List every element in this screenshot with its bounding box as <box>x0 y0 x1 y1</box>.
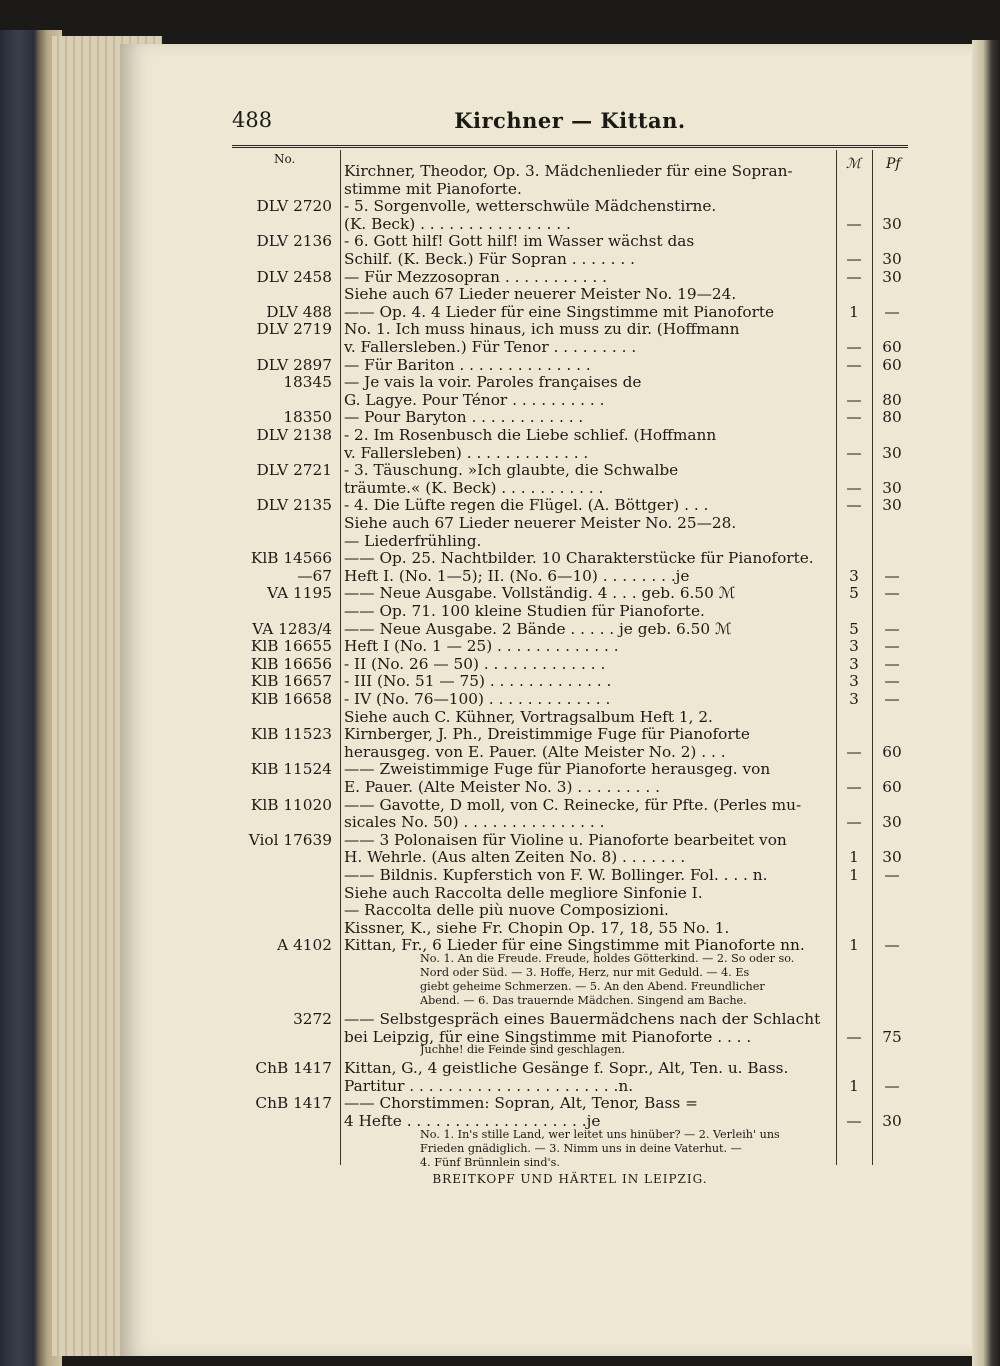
price-mark: — <box>846 778 862 796</box>
price-pfennig: — <box>884 654 900 673</box>
entry-text: — Raccolta delle più nuove Composizioni. <box>344 901 669 920</box>
price-pfennig: — <box>884 936 900 955</box>
entry-number: DLV 488 <box>266 302 332 321</box>
entry-text: v. Fallersleben.) Für Tenor . . . . . . . . . <box>344 338 637 356</box>
header-rule <box>232 145 908 148</box>
entry-text: - 4. Die Lüfte regen die Flügel. (A. Böttger) . . . <box>344 496 709 515</box>
entry-number: VA 1283/4 <box>252 619 332 638</box>
price-pfennig: — <box>884 619 900 638</box>
entry-number: KlB 11020 <box>250 795 332 814</box>
entry-text: stimme mit Pianoforte. <box>344 179 522 198</box>
entry-text: —— Neue Ausgabe. Vollständig. 4 . . . geb. 6.50 ℳ <box>344 584 736 603</box>
page-gutter-shadow <box>972 40 1000 1366</box>
price-mark: — <box>846 742 862 761</box>
price-pfennig: 75 <box>882 1027 902 1046</box>
entry-text: sicales No. 50) . . . . . . . . . . . . . . . <box>344 813 605 832</box>
catalogue-entry-row <box>232 1043 912 1057</box>
entry-text: —— 3 Polonaisen für Violine u. Pianoforte bearbeitet von <box>344 830 787 849</box>
catalogue-entries <box>232 160 912 1170</box>
entry-text: —— Chorstimmen: Sopran, Alt, Tenor, Bass = <box>344 1094 698 1113</box>
entry-text: No. 1. Ich muss hinaus, ich muss zu dir. (Hoffmann <box>344 320 740 339</box>
entry-number: A 4102 <box>277 936 332 955</box>
entry-text: No. 1. An die Freude. Freude, holdes Götterkind. — 2. So oder so. <box>420 952 795 965</box>
price-mark: 1 <box>849 936 859 955</box>
entry-number: DLV 2719 <box>256 320 332 339</box>
price-mark: 3 <box>849 672 859 691</box>
entry-text: - 6. Gott hilf! Gott hilf! im Wasser wächst das <box>344 232 695 251</box>
entry-number: ChB 1417 <box>255 1059 332 1078</box>
column-header-number: No. <box>274 152 296 166</box>
price-mark: — <box>846 214 862 233</box>
catalogue-entry-row <box>232 1128 912 1142</box>
price-pfennig: — <box>884 566 900 585</box>
entry-number: KlB 11523 <box>250 725 332 744</box>
price-pfennig: — <box>884 690 900 708</box>
entry-text: Kirchner, Theodor, Op. 3. Mädchenlieder für eine Sopran- <box>344 162 793 180</box>
entry-text: Partitur . . . . . . . . . . . . . . . . . . . . . .n. <box>344 1076 634 1095</box>
page-header <box>232 108 908 138</box>
price-pfennig: — <box>884 637 900 656</box>
entry-number: KlB 11524 <box>250 760 332 779</box>
price-mark: 5 <box>849 619 859 638</box>
price-mark: 3 <box>849 637 859 656</box>
price-pfennig: 80 <box>882 390 902 409</box>
entry-number: KlB 16656 <box>250 654 332 673</box>
entry-number: KlB 16655 <box>250 637 332 656</box>
entry-text: —— Neue Ausgabe. 2 Bände . . . . . je geb. 6.50 ℳ <box>344 619 732 638</box>
price-mark: — <box>846 813 862 832</box>
entry-text: - IV (No. 76—100) . . . . . . . . . . . . . <box>344 690 611 708</box>
price-mark: — <box>846 390 862 409</box>
price-mark: — <box>846 355 862 374</box>
price-mark: 1 <box>849 866 859 884</box>
entry-number: 18350 <box>283 408 332 427</box>
price-pfennig: 60 <box>882 742 902 761</box>
entry-text: Kittan, Fr., 6 Lieder für eine Singstimme mit Pianoforte nn. <box>344 936 805 955</box>
price-mark: — <box>846 478 862 497</box>
entry-text: —— Gavotte, D moll, von C. Reinecke, für Pfte. (Perles mu- <box>344 795 802 814</box>
entry-number: KlB 16658 <box>250 690 332 708</box>
entry-text: — Für Bariton . . . . . . . . . . . . . . <box>344 355 591 374</box>
entry-text: H. Wehrle. (Aus alten Zeiten No. 8) . . . . . . . <box>344 848 686 867</box>
entry-text: - II (No. 26 — 50) . . . . . . . . . . . . . <box>344 654 606 673</box>
price-pfennig: — <box>884 1076 900 1095</box>
price-mark: — <box>846 250 862 268</box>
entry-text: G. Lagye. Pour Ténor . . . . . . . . . . <box>344 390 605 409</box>
price-pfennig: — <box>884 866 900 884</box>
entry-text: — Je vais la voir. Paroles françaises de <box>344 373 642 392</box>
entry-text: - 2. Im Rosenbusch die Liebe schlief. (Hoffmann <box>344 426 717 444</box>
entry-text: - 5. Sorgenvolle, wetterschwüle Mädchenstirne. <box>344 197 717 216</box>
entry-text: Kittan, G., 4 geistliche Gesänge f. Sopr., Alt, Ten. u. Bass. <box>344 1059 789 1078</box>
price-mark: — <box>846 338 862 356</box>
price-pfennig: 30 <box>882 848 902 867</box>
entry-number: DLV 2135 <box>256 496 332 515</box>
price-pfennig: 60 <box>882 355 902 374</box>
entry-text: 4 Hefte . . . . . . . . . . . . . . . . . . .je <box>344 1112 601 1130</box>
price-pfennig: — <box>884 584 900 603</box>
price-pfennig: 60 <box>882 778 902 796</box>
price-mark: — <box>846 408 862 427</box>
entry-text: —— Selbstgespräch eines Bauermädchens nach der Schlacht <box>344 1010 821 1028</box>
price-pfennig: 30 <box>882 250 902 268</box>
price-mark: 3 <box>849 654 859 673</box>
entry-text: No. 1. In's stille Land, wer leitet uns hinüber? — 2. Verleih' uns <box>420 1127 780 1141</box>
price-mark: — <box>846 443 862 462</box>
entry-number: DLV 2138 <box>256 426 332 444</box>
catalogue-entry-row <box>232 966 912 980</box>
entry-text: v. Fallersleben) . . . . . . . . . . . . . <box>344 443 589 462</box>
entry-text: Abend. — 6. Das trauernde Mädchen. Singend am Bache. <box>420 994 747 1007</box>
catalogue-entry-row <box>232 980 912 994</box>
entry-text: Siehe auch C. Kühner, Vortragsalbum Heft 1, 2. <box>344 707 713 726</box>
entry-text: herausgeg. von E. Pauer. (Alte Meister No. 2) . . . <box>344 742 726 761</box>
entry-number: 18345 <box>283 373 332 392</box>
entry-text: Schilf. (K. Beck.) Für Sopran . . . . . . . <box>344 250 635 268</box>
price-pfennig: 30 <box>882 214 902 233</box>
price-pfennig: — <box>884 672 900 691</box>
price-mark: — <box>846 1027 862 1046</box>
entry-text: — Für Mezzosopran . . . . . . . . . . . <box>344 267 607 286</box>
entry-text: Kissner, K., siehe Fr. Chopin Op. 17, 18, 55 No. 1. <box>344 918 730 937</box>
price-mark: 1 <box>849 848 859 867</box>
catalogue-entry-row <box>232 1142 912 1156</box>
price-pfennig: 60 <box>882 338 902 356</box>
column-header-pfennig: Pf <box>886 156 901 172</box>
price-pfennig: 30 <box>882 478 902 497</box>
entry-text: —— Op. 71. 100 kleine Studien für Pianoforte. <box>344 602 705 620</box>
price-pfennig: 80 <box>882 408 902 427</box>
price-mark: 3 <box>849 690 859 708</box>
entry-number: DLV 2720 <box>256 197 332 216</box>
entry-text: bei Leipzig, für eine Singstimme mit Pianoforte . . . . <box>344 1027 752 1046</box>
entry-number: KlB 16657 <box>250 672 332 691</box>
price-mark: — <box>846 267 862 286</box>
entry-text: —— Zweistimmige Fuge für Pianoforte herausgeg. von <box>344 760 771 779</box>
entry-text: —— Bildnis. Kupferstich von F. W. Bollinger. Fol. . . . n. <box>344 866 768 884</box>
price-mark: 1 <box>849 1076 859 1095</box>
catalogue-entry-row <box>232 952 912 966</box>
price-mark: 1 <box>849 302 859 321</box>
entry-text: Siehe auch Raccolta delle megliore Sinfonie I. <box>344 883 703 902</box>
entry-number: DLV 2458 <box>256 267 332 286</box>
price-mark: 5 <box>849 584 859 603</box>
entry-text: Siehe auch 67 Lieder neuerer Meister No. 19—24. <box>344 285 737 304</box>
publisher-footer: BREITKOPF UND HÄRTEL IN LEIPZIG. <box>432 1172 708 1186</box>
price-pfennig: 30 <box>882 267 902 286</box>
entry-number: DLV 2136 <box>256 232 332 251</box>
catalogue-entry-row <box>232 994 912 1008</box>
catalogue-entry-row <box>232 1156 912 1170</box>
price-pfennig: 30 <box>882 443 902 462</box>
entry-text: Kirnberger, J. Ph., Dreistimmige Fuge für Pianoforte <box>344 725 750 744</box>
entry-number: —67 <box>297 566 332 585</box>
price-mark: — <box>846 496 862 515</box>
entry-number: DLV 2897 <box>256 355 332 374</box>
entry-text: - 3. Täuschung. »Ich glaubte, die Schwalbe <box>344 461 679 480</box>
entry-number: 3272 <box>293 1010 332 1028</box>
price-mark: — <box>846 1112 862 1130</box>
entry-text: träumte.« (K. Beck) . . . . . . . . . . . <box>344 478 604 497</box>
column-header-mark: ℳ <box>846 156 861 172</box>
price-pfennig: 30 <box>882 813 902 832</box>
entry-number: Viol 17639 <box>248 830 332 849</box>
entry-text: E. Pauer. (Alte Meister No. 3) . . . . . . . . . <box>344 778 660 796</box>
entry-text: — Pour Baryton . . . . . . . . . . . . <box>344 408 584 427</box>
price-pfennig: — <box>884 302 900 321</box>
entry-text: (K. Beck) . . . . . . . . . . . . . . . . <box>344 214 571 233</box>
running-title: Kirchner — Kittan. <box>454 108 686 133</box>
price-mark: 3 <box>849 566 859 585</box>
entry-number: DLV 2721 <box>256 461 332 480</box>
entry-text: Heft I (No. 1 — 25) . . . . . . . . . . . . . <box>344 637 619 656</box>
entry-number: KlB 14566 <box>250 549 332 568</box>
entry-text: — Liederfrühling. <box>344 531 482 550</box>
entry-text: Juchhe! die Feinde sind geschlagen. <box>420 1043 625 1057</box>
entry-text: - III (No. 51 — 75) . . . . . . . . . . . . . <box>344 672 612 691</box>
entry-text: —— Op. 4. 4 Lieder für eine Singstimme mit Pianoforte <box>344 302 775 321</box>
entry-number: VA 1195 <box>267 584 332 603</box>
price-pfennig: 30 <box>882 1112 902 1130</box>
price-pfennig: 30 <box>882 496 902 515</box>
page-number: 488 <box>232 108 273 132</box>
entry-text: 4. Fünf Brünnlein sind's. <box>420 1155 560 1169</box>
entry-text: Siehe auch 67 Lieder neuerer Meister No. 25—28. <box>344 514 737 532</box>
entry-text: Frieden gnädiglich. — 3. Nimm uns in deine Vaterhut. — <box>420 1141 742 1155</box>
entry-text: giebt geheime Schmerzen. — 5. An den Abend. Freundlicher <box>420 980 765 993</box>
entry-text: —— Op. 25. Nachtbilder. 10 Charakterstücke für Pianoforte. <box>344 549 814 568</box>
entry-text: Nord oder Süd. — 3. Hoffe, Herz, nur mit Geduld. — 4. Es <box>420 966 750 979</box>
entry-number: ChB 1417 <box>255 1094 332 1113</box>
entry-text: Heft I. (No. 1—5); II. (No. 6—10) . . . . . . . .je <box>344 566 690 585</box>
